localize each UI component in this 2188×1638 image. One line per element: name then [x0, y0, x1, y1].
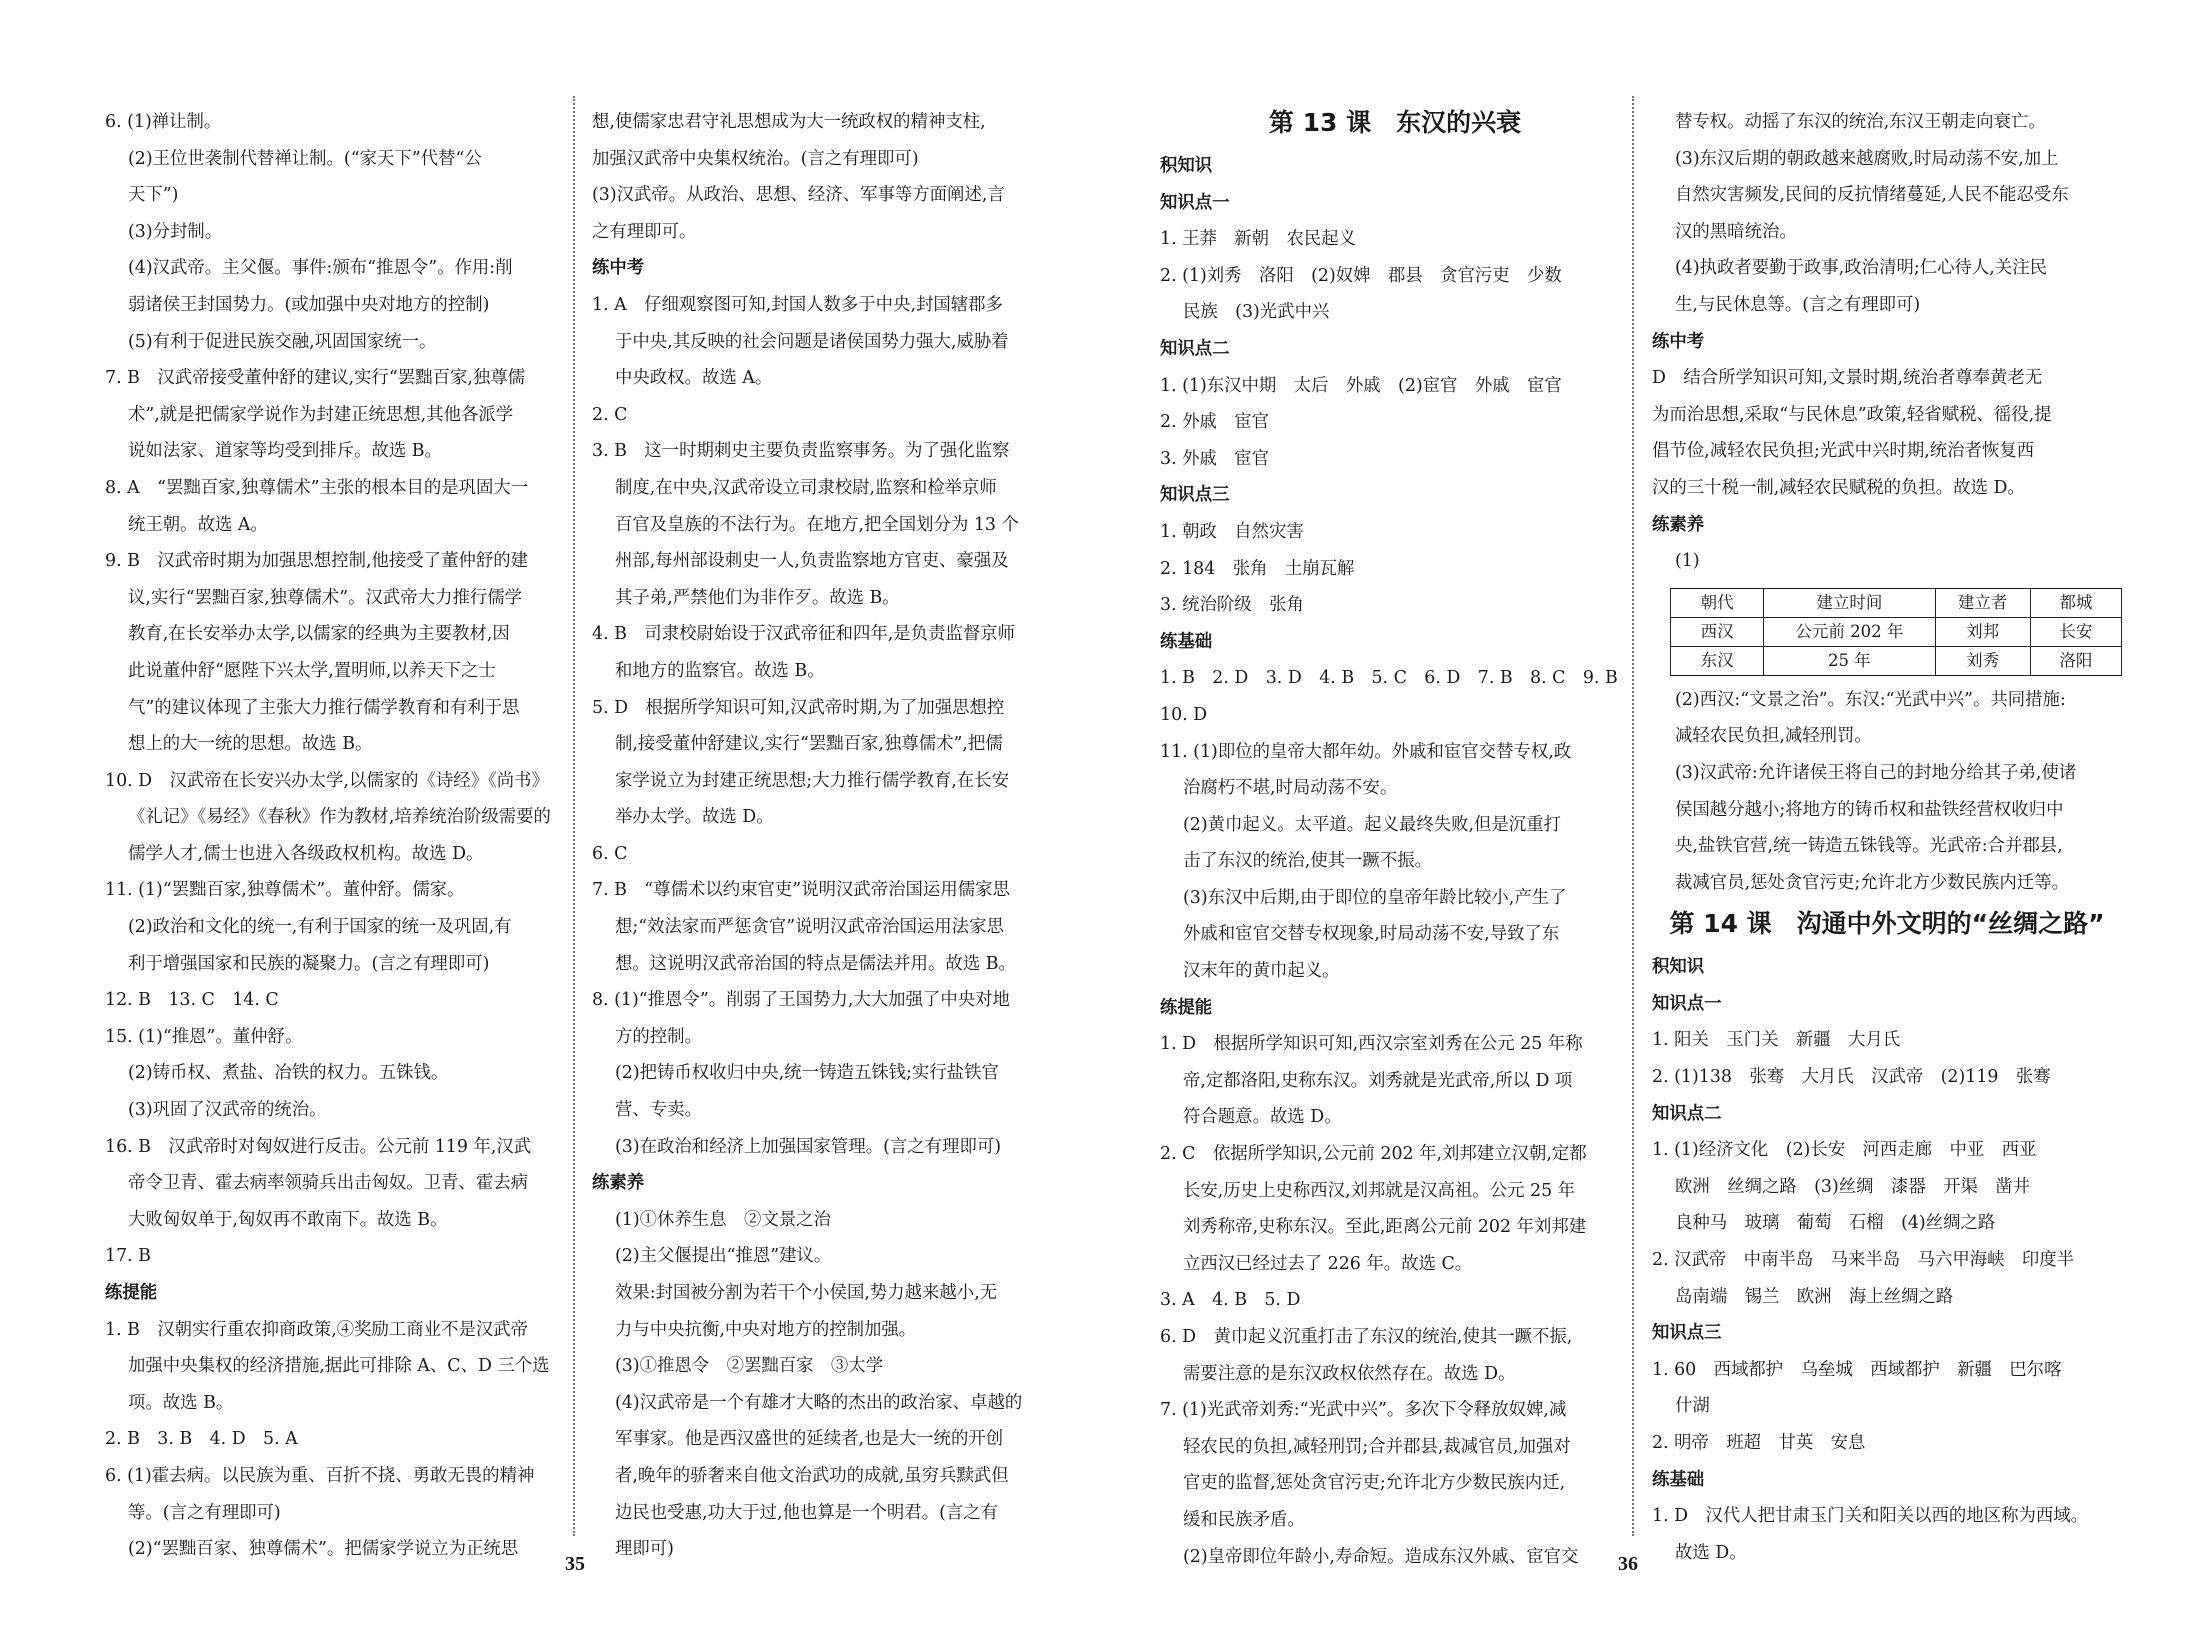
text-line: 2. (1)刘秀 洛阳 (2)奴婢 郡县 贪官污吏 少数 — [1160, 265, 1562, 286]
table-header-cell: 建立时间 — [1764, 588, 1935, 617]
text-line: 15. (1)“推恩”。董仲舒。 — [105, 1026, 303, 1047]
table-cell: 东汉 — [1671, 646, 1764, 675]
text-line: 1. A 仔细观察图可知,封国人数多于中央,封国辖郡多 — [592, 294, 1003, 315]
text-line: 7. B 汉武帝接受董仲舒的建议,实行“罢黜百家,独尊儒 — [105, 368, 526, 389]
text-line: 1. 阳关 玉门关 新疆 大月氏 — [1652, 1030, 1901, 1051]
text-line: 10. D — [1160, 704, 1208, 725]
section-heading: 知识点二 — [1160, 338, 1230, 359]
text-line: (3)巩固了汉武帝的统治。 — [128, 1100, 327, 1121]
text-line: 8. A “罢黜百家,独尊儒术”主张的根本目的是巩固大一 — [105, 477, 529, 498]
text-line: 生,与民休息等。(言之有理即可) — [1675, 294, 1921, 315]
text-line: 力与中央抗衡,中央对地方的控制加强。 — [615, 1319, 917, 1340]
text-line: 2. C 依据所学知识,公元前 202 年,刘邦建立汉朝,定都 — [1160, 1144, 1587, 1165]
table-header-cell: 朝代 — [1671, 588, 1764, 617]
column-1 — [105, 104, 575, 1568]
text-line: 外戚和宦官交替专权现象,时局动荡不安,导致了东 — [1183, 924, 1560, 945]
text-line: 之有理即可。 — [592, 221, 697, 242]
text-line: 6. C — [592, 843, 628, 864]
text-line: 举办太学。故选 D。 — [615, 807, 774, 828]
text-line: 1. (1)经济文化 (2)长安 河西走廊 中亚 西亚 — [1652, 1140, 2037, 1161]
column-4 — [1652, 104, 2122, 1571]
column-separator-right — [1632, 96, 1634, 1536]
lesson-title: 第 14 课 沟通中外文明的“丝绸之路” — [1669, 909, 2105, 939]
text-line: 术”,就是把儒家学说作为封建正统思想,其他各派学 — [128, 404, 514, 425]
text-line: 2. B 3. B 4. D 5. A — [105, 1429, 298, 1450]
text-line: 3. A 4. B 5. D — [1160, 1290, 1301, 1311]
text-line: 大败匈奴单于,匈奴再不敢南下。故选 B。 — [128, 1209, 448, 1230]
text-line: 1. (1)东汉中期 太后 外戚 (2)宦官 外戚 宦官 — [1160, 375, 1562, 396]
text-line: 民族 (3)光武中兴 — [1183, 302, 1330, 323]
section-heading: 练素养 — [1652, 514, 1705, 535]
text-line: 5. D 根据所学知识可知,汉武帝时期,为了加强思想控 — [592, 697, 1005, 718]
text-line: 3. B 这一时期刺史主要负责监察事务。为了强化监察 — [592, 441, 1010, 462]
text-line: 议,实行“罢黜百家,独尊儒术”。汉武帝大力推行儒学 — [128, 587, 523, 608]
text-line: (1)①休养生息 ②文景之治 — [615, 1209, 831, 1230]
text-line: (2)西汉:“文景之治”。东汉:“光武中兴”。共同措施: — [1675, 689, 2066, 710]
text-line: 想。这说明汉武帝治国的特点是儒法并用。故选 B。 — [615, 953, 1016, 974]
text-line: 2. 外戚 宦官 — [1160, 412, 1270, 433]
section-heading: 知识点三 — [1160, 485, 1230, 506]
text-line: 和地方的监察官。故选 B。 — [615, 660, 825, 681]
text-line: 击了东汉的统治,使其一蹶不振。 — [1183, 851, 1432, 872]
text-line: 于中央,其反映的社会问题是诸侯国势力强大,威胁着 — [615, 331, 1009, 352]
text-line: D 结合所学知识可知,文景时期,统治者尊奉黄老无 — [1652, 368, 2043, 389]
text-line: 11. (1)即位的皇帝大都年幼。外戚和宦官交替专权,政 — [1160, 741, 1572, 762]
text-line: 想上的大一统的思想。故选 B。 — [128, 734, 373, 755]
section-heading: 练基础 — [1160, 631, 1213, 652]
text-line: 侯国越分越小;将地方的铸币权和盐铁经营权收归中 — [1675, 799, 2064, 820]
text-line: 州部,每州部设刺史一人,负责监察地方官吏、豪强及 — [615, 551, 1009, 572]
section-heading: 知识点三 — [1652, 1323, 1722, 1344]
text-line: (3)分封制。 — [128, 221, 223, 242]
column-3 — [1160, 100, 1630, 1575]
text-line: (3)①推恩令 ②罢黜百家 ③太学 — [615, 1356, 884, 1377]
text-line: 中央政权。故选 A。 — [615, 368, 773, 389]
text-line: 儒学人才,儒士也进入各级政权机构。故选 D。 — [128, 843, 484, 864]
text-line: 7. (1)光武帝刘秀:“光武中兴”。多次下令释放奴婢,减 — [1160, 1400, 1567, 1421]
text-line: 想;“效法家而严惩贪官”说明汉武帝治国运用法家思 — [615, 917, 1004, 938]
text-line: 2. (1)138 张骞 大月氏 汉武帝 (2)119 张骞 — [1652, 1067, 2051, 1088]
text-line: (5)有利于促进民族交融,巩固国家统一。 — [128, 331, 437, 352]
text-line: 减轻农民负担,减轻刑罚。 — [1675, 726, 1872, 747]
text-line: 汉的三十税一制,减轻农民赋税的负担。故选 D。 — [1652, 477, 2025, 498]
text-line: 3. 外戚 宦官 — [1160, 448, 1270, 469]
table-cell: 刘秀 — [1935, 646, 2030, 675]
text-line: 6. (1)禅让制。 — [105, 112, 222, 132]
text-line: 良种马 玻璃 葡萄 石榴 (4)丝绸之路 — [1675, 1213, 1996, 1234]
text-line: (1) — [1675, 551, 1700, 572]
text-line: 帝令卫青、霍去病率领骑兵出击匈奴。卫青、霍去病 — [128, 1173, 528, 1194]
section-heading: 积知识 — [1652, 957, 1705, 978]
table-cell: 洛阳 — [2030, 646, 2121, 675]
text-line: 等。(言之有理即可) — [128, 1502, 281, 1523]
text-line: 16. B 汉武帝时对匈奴进行反击。公元前 119 年,汉武 — [105, 1136, 532, 1157]
text-line: 者,晚年的骄奢来自他文治武功的成就,虽穷兵黩武但 — [615, 1465, 1009, 1486]
section-heading: 练提能 — [105, 1283, 158, 1303]
text-line: 立西汉已经过去了 226 年。故选 C。 — [1183, 1253, 1473, 1274]
page-number-right: 36 — [1618, 1553, 1638, 1575]
text-line: 百官及皇族的不法行为。在地方,把全国划分为 13 个 — [615, 514, 1019, 535]
text-line: 气”的建议体现了主张大力推行儒学教育和有利于思 — [128, 697, 520, 718]
text-line: 需要注意的是东汉政权依然存在。故选 D。 — [1183, 1363, 1516, 1384]
text-line: 7. B “尊儒术以约束官吏”说明汉武帝治国运用儒家思 — [592, 880, 1010, 901]
table-header-cell: 都城 — [2030, 588, 2121, 617]
text-line: 17. B — [105, 1246, 151, 1267]
text-line: 轻农民的负担,减轻刑罚;合并郡县,裁减官员,加强对 — [1183, 1436, 1571, 1457]
table-cell: 西汉 — [1671, 617, 1764, 646]
text-line: (3)在政治和经济上加强国家管理。(言之有理即可) — [615, 1136, 1002, 1157]
text-line: 《礼记》《易经》《春秋》作为教材,培养统治阶级需要的 — [128, 807, 551, 828]
table-header-row — [1671, 588, 2122, 617]
text-line: 1. B 汉朝实行重农抑商政策,④奖励工商业不是汉武帝 — [105, 1319, 529, 1340]
column-2 — [592, 104, 1062, 1568]
text-line: 加强汉武帝中央集权统治。(言之有理即可) — [592, 148, 919, 169]
text-line: 1. 王莽 新朝 农民起义 — [1160, 229, 1357, 250]
text-line: (2)铸币权、煮盐、冶铁的权力。五铢钱。 — [128, 1063, 449, 1084]
text-line: 制,接受董仲舒建议,实行“罢黜百家,独尊儒术”,把儒 — [615, 734, 1003, 755]
page-number-left: 35 — [565, 1553, 585, 1575]
dynasty-table — [1670, 588, 2122, 676]
text-line: 为而治思想,采取“与民休息”政策,轻省赋税、徭役,提 — [1652, 404, 2052, 425]
section-heading: 知识点一 — [1652, 993, 1722, 1014]
text-line: 2. 明帝 班超 甘英 安息 — [1652, 1433, 1866, 1453]
text-line: 故选 D。 — [1675, 1542, 1747, 1563]
table-cell: 25 年 — [1764, 646, 1935, 675]
text-line: 11. (1)“罢黜百家,独尊儒术”。董仲舒。儒家。 — [105, 880, 465, 901]
text-line: 帝,定都洛阳,史称东汉。刘秀就是光武帝,所以 D 项 — [1183, 1070, 1573, 1091]
text-line: 3. 统治阶级 张角 — [1160, 595, 1304, 616]
text-line: 缓和民族矛盾。 — [1183, 1509, 1305, 1530]
text-line: (2)黄巾起义。太平道。起义最终失败,但是沉重打 — [1183, 814, 1561, 835]
text-line: 6. (1)霍去病。以民族为重、百折不挠、勇敢无畏的精神 — [105, 1465, 535, 1486]
text-line: 边民也受惠,功大于过,他也算是一个明君。(言之有 — [615, 1502, 999, 1523]
text-line: 符合题意。故选 D。 — [1183, 1107, 1342, 1128]
section-heading: 知识点一 — [1160, 192, 1230, 213]
text-line: 欧洲 丝绸之路 (3)丝绸 漆器 开渠 凿井 — [1675, 1176, 2031, 1197]
text-line: 教育,在长安举办太学,以儒家的经典为主要教材,因 — [128, 624, 510, 645]
text-line: (2)把铸币权收归中央,统一铸造五铢钱;实行盐铁官 — [615, 1063, 999, 1084]
table-row — [1671, 617, 2122, 646]
text-line: 利于增强国家和民族的凝聚力。(言之有理即可) — [128, 953, 490, 974]
text-line: (3)汉武帝。从政治、思想、经济、军事等方面阐述,言 — [592, 185, 1005, 206]
section-heading: 知识点二 — [1652, 1103, 1722, 1124]
text-line: 4. B 司隶校尉始设于汉武帝征和四年,是负责监督京师 — [592, 624, 1016, 645]
text-line: 方的控制。 — [615, 1026, 702, 1047]
table-row — [1671, 646, 2122, 675]
section-heading: 练素养 — [592, 1173, 645, 1194]
table-cell: 公元前 202 年 — [1764, 617, 1935, 646]
text-line: 1. D 根据所学知识可知,西汉宗室刘秀在公元 25 年称 — [1160, 1034, 1583, 1055]
text-line: 营、专卖。 — [615, 1100, 702, 1121]
text-line: 6. D 黄巾起义沉重打击了东汉的统治,使其一蹶不振, — [1160, 1327, 1573, 1347]
text-line: (4)汉武帝是一个有雄才大略的杰出的政治家、卓越的 — [615, 1392, 1023, 1413]
text-line: (3)东汉中后期,由于即位的皇帝年龄比较小,产生了 — [1183, 887, 1567, 908]
text-line: 官吏的监督,惩处贪官污吏;允许北方少数民族内迁, — [1183, 1473, 1566, 1494]
lesson-title: 第 13 课 东汉的兴衰 — [1268, 108, 1522, 137]
text-line: 8. (1)“推恩令”。削弱了王国势力,大大加强了中央对地 — [592, 990, 1010, 1011]
text-line: (2)皇帝即位年龄小,寿命短。造成东汉外戚、宦官交 — [1183, 1546, 1579, 1567]
section-heading: 练提能 — [1160, 997, 1213, 1018]
text-line: 想,使儒家忠君守礼思想成为大一统政权的精神支柱, — [592, 112, 986, 132]
section-heading: 练基础 — [1652, 1469, 1705, 1490]
text-line: 1. 60 西域都护 乌垒城 西域都护 新疆 巴尔喀 — [1652, 1359, 2062, 1380]
text-line: 天下”) — [128, 185, 179, 206]
text-line: 岛南端 锡兰 欧洲 海上丝绸之路 — [1675, 1286, 1954, 1307]
text-line: (3)汉武帝:允许诸侯王将自己的封地分给其子弟,使诸 — [1675, 762, 2077, 783]
text-line: 理即可) — [615, 1539, 674, 1560]
table-header-cell: 建立者 — [1935, 588, 2030, 617]
text-line: 2. 184 张角 土崩瓦解 — [1160, 558, 1355, 579]
column-separator-left — [573, 96, 575, 1536]
text-line: (4)执政者要勤于政事,政治清明;仁心待人,关注民 — [1675, 258, 2047, 279]
text-line: 2. C — [592, 404, 628, 425]
text-line: (4)汉武帝。主父偃。事件:颁布“推恩令”。作用:削 — [128, 258, 513, 279]
section-heading: 积知识 — [1160, 156, 1213, 176]
section-heading: 练中考 — [1652, 331, 1705, 352]
text-line: 制度,在中央,汉武帝设立司隶校尉,监察和检举京师 — [615, 477, 997, 498]
text-line: (2)主父偃提出“推恩”建议。 — [615, 1246, 832, 1267]
text-line: 加强中央集权的经济措施,据此可排除 A、C、D 三个选 — [128, 1356, 550, 1377]
text-line: 说如法家、道家等均受到排斥。故选 B。 — [128, 441, 442, 462]
text-line: 汉末年的黄巾起义。 — [1183, 961, 1340, 982]
text-line: (2)王位世袭制代替禅让制。(“家天下”代替“公 — [128, 148, 482, 169]
text-line: (2)政治和文化的统一,有利于国家的统一及巩固,有 — [128, 917, 512, 938]
text-line: 统王朝。故选 A。 — [128, 514, 268, 535]
text-line: 什湖 — [1675, 1396, 1710, 1417]
text-line: 治腐朽不堪,时局动荡不安。 — [1183, 778, 1398, 799]
text-line: 家学说立为封建正统思想;大力推行儒学教育,在长安 — [615, 770, 1009, 791]
text-line: 长安,历史上史称西汉,刘邦就是汉高祖。公元 25 年 — [1183, 1180, 1576, 1201]
text-line: 汉的黑暗统治。 — [1675, 221, 1797, 242]
text-line: 12. B 13. C 14. C — [105, 990, 279, 1011]
text-line: 其子弟,严禁他们为非作歹。故选 B。 — [615, 587, 900, 608]
text-line: 此说董仲舒“愿陛下兴太学,置明师,以养天下之士 — [128, 660, 496, 681]
text-line: 刘秀称帝,史称东汉。至此,距离公元前 202 年刘邦建 — [1183, 1217, 1587, 1238]
text-line: 1. D 汉代人把甘肃玉门关和阳关以西的地区称为西域。 — [1652, 1506, 2089, 1527]
text-line: 1. B 2. D 3. D 4. B 5. C 6. D 7. B 8. C 9. B — [1160, 668, 1618, 689]
text-line: (2)“罢黜百家、独尊儒术”。把儒家学说立为正统思 — [128, 1539, 519, 1560]
section-heading: 练中考 — [592, 258, 645, 279]
text-line: 自然灾害频发,民间的反抗情绪蔓延,人民不能忍受东 — [1675, 185, 2069, 206]
table-cell: 刘邦 — [1935, 617, 2030, 646]
text-line: 项。故选 B。 — [128, 1392, 234, 1413]
text-line: 倡节俭,减轻农民负担;光武中兴时期,统治者恢复西 — [1652, 441, 2035, 462]
text-line: 军事家。他是西汉盛世的延续者,也是大一统的开创 — [615, 1429, 1004, 1450]
text-line: 10. D 汉武帝在长安兴办太学,以儒家的《诗经》《尚书》 — [105, 770, 549, 791]
text-line: 裁减官员,惩处贪官污吏;允许北方少数民族内迁等。 — [1675, 872, 2069, 893]
text-line: (3)东汉后期的朝政越来越腐败,时局动荡不安,加上 — [1675, 148, 2059, 169]
text-line: 2. 汉武帝 中南半岛 马来半岛 马六甲海峡 印度半 — [1652, 1250, 2075, 1271]
text-line: 9. B 汉武帝时期为加强思想控制,他接受了董仲舒的建 — [105, 551, 529, 572]
text-line: 效果:封国被分割为若干个小侯国,势力越来越小,无 — [615, 1283, 998, 1303]
text-line: 弱诸侯王封国势力。(或加强中央对地方的控制) — [128, 294, 490, 315]
text-line: 1. 朝政 自然灾害 — [1160, 521, 1304, 542]
table-cell: 长安 — [2030, 617, 2121, 646]
text-line: 替专权。动摇了东汉的统治,东汉王朝走向衰亡。 — [1675, 112, 2046, 132]
text-line: 央,盐铁官营,统一铸造五铢钱等。光武帝:合并郡县, — [1675, 836, 2063, 857]
